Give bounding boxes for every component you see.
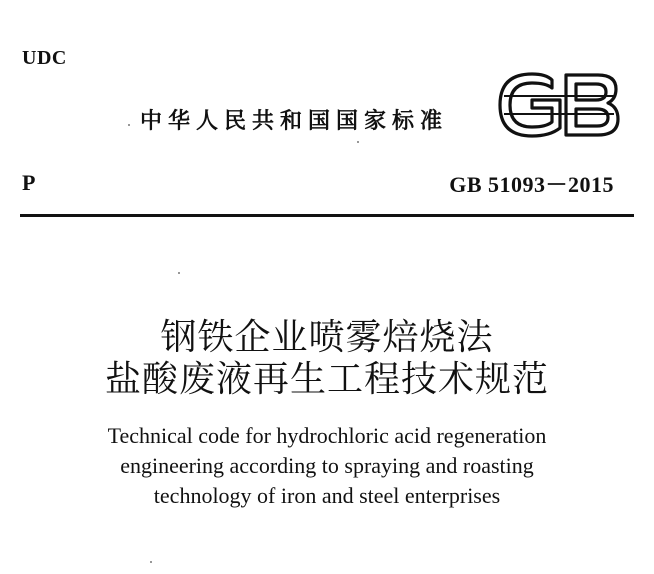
category-code: P bbox=[22, 170, 36, 195]
title-english-line-3: technology of iron and steel enterprises bbox=[153, 483, 501, 508]
speck bbox=[357, 141, 359, 143]
header-divider bbox=[20, 214, 634, 217]
speck bbox=[178, 272, 180, 274]
gb-logo-g bbox=[500, 74, 560, 136]
national-standard-heading: 中华人民共和国国家标准 bbox=[140, 109, 449, 134]
title-chinese-line-1: 钢铁企业喷雾焙烧法 bbox=[160, 317, 494, 358]
udc-label: UDC bbox=[22, 47, 67, 69]
standard-number: GB 51093－2015 bbox=[449, 172, 614, 197]
gb-logo-b bbox=[566, 75, 618, 135]
title-chinese-line-2: 盐酸废液再生工程技术规范 bbox=[104, 359, 549, 400]
speck bbox=[150, 561, 152, 563]
title-english-line-2: engineering according to spraying and roasting bbox=[120, 453, 534, 478]
title-english-line-1: Technical code for hydrochloric acid regeneration bbox=[107, 423, 547, 448]
speck bbox=[128, 124, 130, 126]
gb-logo bbox=[494, 70, 622, 140]
